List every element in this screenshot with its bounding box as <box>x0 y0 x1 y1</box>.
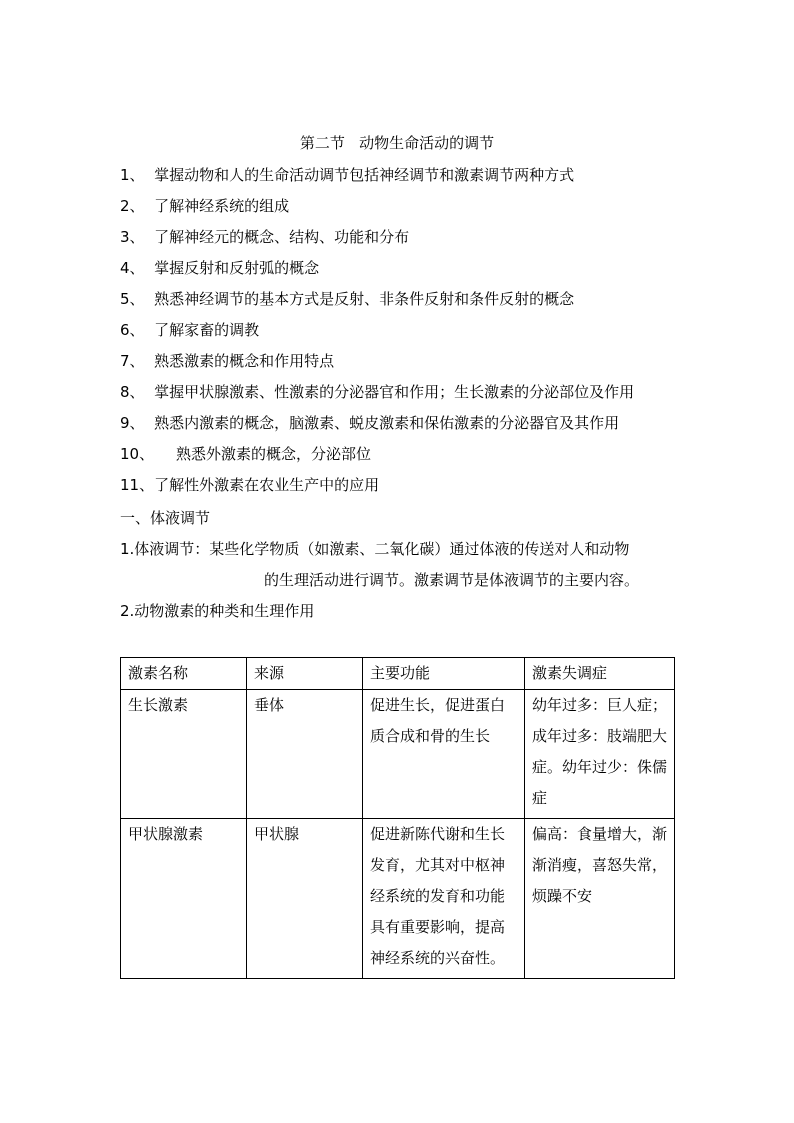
objective-number: 3、 <box>120 228 145 246</box>
objective-item <box>120 442 680 473</box>
objective-text: 了解神经元的概念、结构、功能和分布 <box>154 228 410 246</box>
paragraph-hormone-types: 2.动物激素的种类和生理作用 <box>120 602 315 620</box>
objective-item <box>120 380 680 411</box>
objective-text: 了解神经系统的组成 <box>154 197 290 215</box>
table-header-row <box>121 658 675 690</box>
objective-text: 了解性外激素在农业生产中的应用 <box>154 476 380 494</box>
objective-item <box>120 163 680 194</box>
objective-number: 7、 <box>120 352 145 370</box>
column-header-disorder: 激素失调症 <box>525 658 675 690</box>
objective-item <box>120 473 680 504</box>
objective-number: 1、 <box>120 166 145 184</box>
objective-text: 熟悉内激素的概念，脑激素、蜕皮激素和保佑激素的分泌器官及其作用 <box>154 414 620 432</box>
objective-item <box>120 194 680 225</box>
table-cell: 偏高：食量增大，渐渐消瘦，喜怒失常，烦躁不安 <box>525 819 675 979</box>
objective-item <box>120 256 680 287</box>
objective-text: 熟悉激素的概念和作用特点 <box>154 352 335 370</box>
objective-item <box>120 287 680 318</box>
objective-item <box>120 411 680 442</box>
table-cell: 甲状腺 <box>247 819 363 979</box>
hormone-table <box>120 657 675 979</box>
objective-number: 9、 <box>120 414 145 432</box>
table-row <box>121 819 675 979</box>
column-header-hormone-name: 激素名称 <box>121 658 247 690</box>
objective-number: 10、 <box>120 445 155 463</box>
objective-text: 了解家畜的调教 <box>154 321 260 339</box>
objective-number: 2、 <box>120 197 145 215</box>
objective-item <box>120 349 680 380</box>
column-header-source: 来源 <box>247 658 363 690</box>
section-title: 第二节 动物生命活动的调节 <box>299 134 495 152</box>
objective-text: 掌握甲状腺激素、性激素的分泌器官和作用；生长激素的分泌部位及作用 <box>154 383 635 401</box>
section-heading: 一、体液调节 <box>120 509 211 527</box>
objective-number: 11、 <box>120 476 155 494</box>
objective-text: 掌握动物和人的生命活动调节包括神经调节和激素调节两种方式 <box>154 166 575 184</box>
table-cell: 促进新陈代谢和生长发育，尤其对中枢神经系统的发育和功能具有重要影响，提高神经系统的兴奋性。 <box>363 819 525 979</box>
objective-number: 6、 <box>120 321 145 339</box>
table-cell: 甲状腺激素 <box>121 819 247 979</box>
objective-text: 熟悉神经调节的基本方式是反射、非条件反射和条件反射的概念 <box>154 290 575 308</box>
objective-text: 掌握反射和反射弧的概念 <box>154 259 320 277</box>
objective-number: 4、 <box>120 259 145 277</box>
paragraph-body-fluid-regulation-continued: 的生理活动进行调节。激素调节是体液调节的主要内容。 <box>264 571 640 589</box>
paragraph-body-fluid-regulation: 1.体液调节：某些化学物质（如激素、二氧化碳）通过体液的传送对人和动物 <box>120 540 630 558</box>
objective-text: 熟悉外激素的概念，分泌部位 <box>176 445 372 463</box>
table-row <box>121 690 675 819</box>
objective-number: 5、 <box>120 290 145 308</box>
table-cell: 生长激素 <box>121 690 247 819</box>
objective-item <box>120 318 680 349</box>
column-header-main-function: 主要功能 <box>363 658 525 690</box>
table-cell: 促进生长，促进蛋白质合成和骨的生长 <box>363 690 525 819</box>
table-cell: 幼年过多：巨人症；成年过多：肢端肥大症。幼年过少：侏儒症 <box>525 690 675 819</box>
table-cell: 垂体 <box>247 690 363 819</box>
objective-item <box>120 225 680 256</box>
learning-objectives <box>120 163 680 504</box>
objective-number: 8、 <box>120 383 145 401</box>
